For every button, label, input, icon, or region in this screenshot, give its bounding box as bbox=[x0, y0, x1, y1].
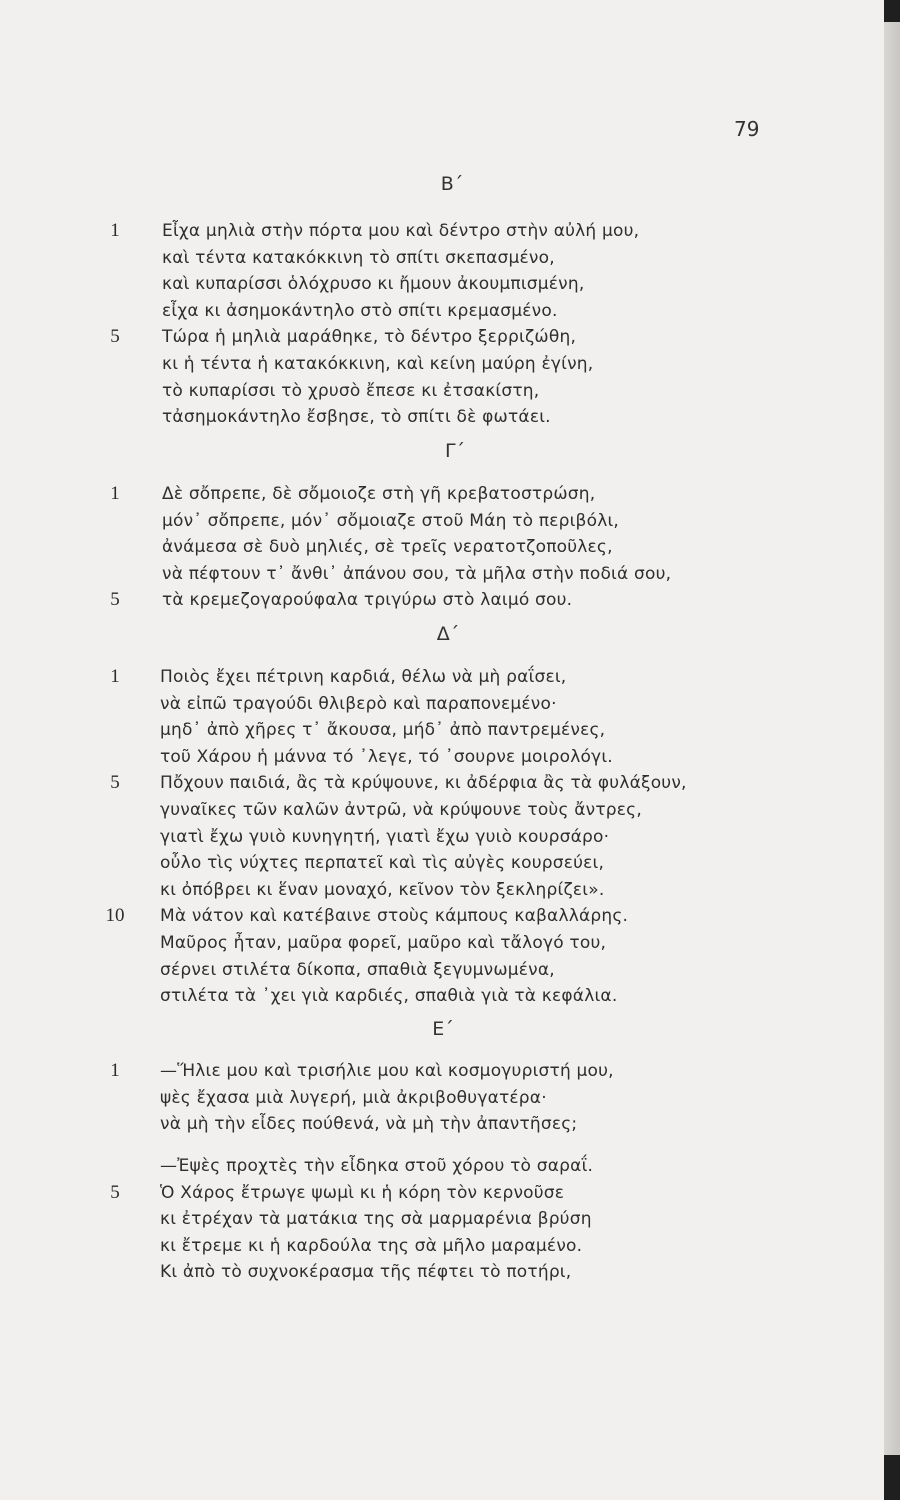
page-number: 79 bbox=[734, 117, 760, 141]
verse-line bbox=[0, 691, 884, 718]
verse-text: νὰ εἰπῶ τραγούδι θλιβερὸ καὶ παραπονεμένο· bbox=[160, 693, 557, 714]
verse-line bbox=[0, 271, 884, 298]
verse-line bbox=[0, 378, 884, 405]
verse-line bbox=[0, 324, 884, 351]
verse-line bbox=[0, 664, 884, 691]
verse-line bbox=[0, 1153, 884, 1180]
verse-line bbox=[0, 245, 884, 272]
verse-text: κι ἔτρεμε κι ἡ καρδούλα της σὰ μῆλο μαραμένο. bbox=[160, 1235, 583, 1256]
verse-line bbox=[0, 481, 884, 508]
verse-line bbox=[0, 850, 884, 877]
verse-text: σέρνει στιλέτα δίκοπα, σπαθιὰ ξεγυμνωμένα, bbox=[160, 959, 555, 980]
verse-text: καὶ κυπαρίσσι ὁλόχρυσο κι ἤμουν ἀκουμπισμένη, bbox=[162, 274, 585, 295]
verse-line bbox=[0, 957, 884, 984]
stanza-d bbox=[0, 664, 884, 1010]
verse-text: Μὰ νάτον καὶ κατέβαινε στοὺς κάμπους καβαλλάρης. bbox=[160, 906, 629, 927]
verse-text: Κι ἀπὸ τὸ συχνοκέρασμα τῆς πέφτει τὸ ποτήρι, bbox=[160, 1262, 572, 1283]
verse-text: ψὲς ἔχασα μιὰ λυγερή, μιὰ ἀκριβοθυγατέρα· bbox=[160, 1087, 547, 1108]
verse-text: τἀσημοκάντηλο ἔσβησε, τὸ σπίτι δὲ φωτάει. bbox=[162, 407, 551, 428]
verse-line bbox=[0, 903, 884, 930]
verse-line bbox=[0, 983, 884, 1010]
verse-line bbox=[0, 1058, 884, 1085]
verse-text: —Ἥλιε μου καὶ τρισήλιε μου καὶ κοσμογυριστή μου, bbox=[160, 1061, 614, 1081]
verse-text: μόν᾽ σὄπρεπε, μόν᾽ σὄμοιαζε στοῦ Μάη τὸ περιβόλι, bbox=[162, 510, 620, 531]
verse-text: καὶ τέντα κατακόκκινη τὸ σπίτι σκεπασμένο, bbox=[162, 247, 555, 268]
verse-text: τὰ κρεμεζογαρούφαλα τριγύρω στὸ λαιμό σου. bbox=[162, 590, 573, 611]
verse-line bbox=[0, 930, 884, 957]
verse-text: κι ἐτρέχαν τὰ ματάκια της σὰ μαρμαρένια βρύση bbox=[160, 1209, 592, 1230]
line-number: 5 bbox=[110, 772, 120, 794]
stanza-e-part-1 bbox=[0, 1058, 884, 1138]
verse-line bbox=[0, 1180, 884, 1207]
line-number: 5 bbox=[110, 589, 120, 611]
verse-text: στιλέτα τὰ ᾽χει γιὰ καρδιές, σπαθιὰ γιὰ τὰ κεφάλια. bbox=[160, 986, 618, 1007]
verse-line bbox=[0, 534, 884, 561]
line-number: 5 bbox=[110, 1181, 120, 1203]
verse-text: Τώρα ἡ μηλιὰ μαράθηκε, τὸ δέντρο ξερριζώθη, bbox=[162, 327, 577, 348]
section-heading-d: Δ΄ bbox=[436, 623, 460, 645]
verse-line bbox=[0, 824, 884, 851]
verse-text: Μαῦρος ἦταν, μαῦρα φορεῖ, μαῦρο καὶ τἄλογό του, bbox=[160, 932, 607, 953]
verse-line bbox=[0, 797, 884, 824]
verse-line bbox=[0, 298, 884, 325]
verse-text: Δὲ σὄπρεπε, δὲ σὄμοιοζε στὴ γῆ κρεβατοστρώση, bbox=[162, 484, 596, 504]
verse-line bbox=[0, 770, 884, 797]
stanza-b bbox=[0, 218, 884, 431]
line-number: 1 bbox=[110, 1060, 120, 1081]
verse-line bbox=[0, 1259, 884, 1286]
verse-text: γιατὶ ἔχω γυιὸ κυνηγητή, γιατὶ ἔχω γυιὸ κουρσάρο· bbox=[160, 826, 610, 847]
verse-text: κι ἡ τέντα ἡ κατακόκκινη, καὶ κείνη μαύρη ἐγίνη, bbox=[162, 353, 594, 374]
edge-mark-top bbox=[884, 0, 900, 22]
verse-text: νὰ μὴ τὴν εἶδες πούθενά, νὰ μὴ τὴν ἀπαντῆσες; bbox=[160, 1114, 578, 1135]
edge-mark-bottom bbox=[884, 1455, 900, 1500]
verse-line bbox=[0, 1233, 884, 1260]
verse-text: ἀνάμεσα σὲ δυὸ μηλιές, σὲ τρεῖς νερατοτζοποῦλες, bbox=[162, 537, 613, 558]
verse-line bbox=[0, 561, 884, 588]
verse-text: εἶχα κι ἀσημοκάντηλο στὸ σπίτι κρεμασμένο. bbox=[162, 300, 558, 321]
line-number: 1 bbox=[110, 220, 120, 241]
verse-text: Πὄχουν παιδιά, ἂς τὰ κρύψουνε, κι ἀδέρφια ἂς τὰ φυλάξουν, bbox=[160, 773, 687, 794]
verse-line bbox=[0, 877, 884, 904]
verse-line bbox=[0, 218, 884, 245]
line-number: 1 bbox=[110, 483, 120, 504]
verse-line bbox=[0, 404, 884, 431]
verse-line bbox=[0, 351, 884, 378]
verse-text: γυναῖκες τῶν καλῶν ἀντρῶ, νὰ κρύψουνε τοὺς ἄντρες, bbox=[160, 799, 642, 820]
verse-text: Ποιὸς ἔχει πέτρινη καρδιά, θέλω νὰ μὴ ραΐσει, bbox=[160, 667, 567, 687]
section-heading-b: Β΄ bbox=[440, 173, 464, 195]
verse-text: Εἶχα μηλιὰ στὴν πόρτα μου καὶ δέντρο στὴν αὐλή μου, bbox=[162, 221, 640, 241]
verse-text: τοῦ Χάρου ἡ μάννα τό ᾽λεγε, τό ᾽σουρνε μοιρολόγι. bbox=[160, 746, 613, 767]
verse-text: —Ἐψὲς προχτὲς τὴν εἶδηκα στοῦ χόρου τὸ σαραΐ. bbox=[160, 1156, 594, 1176]
line-number: 1 bbox=[110, 666, 120, 687]
verse-text: μηδ᾽ ἀπὸ χῆρες τ᾽ ἄκουσα, μήδ᾽ ἀπὸ παντρεμένες, bbox=[160, 720, 606, 741]
verse-line bbox=[0, 717, 884, 744]
verse-line bbox=[0, 587, 884, 614]
verse-text: οὖλο τὶς νύχτες περπατεῖ καὶ τὶς αὐγὲς κουρσεύει, bbox=[160, 853, 605, 874]
verse-line bbox=[0, 1111, 884, 1138]
stanza-g bbox=[0, 481, 884, 614]
verse-text: νὰ πέφτουν τ᾽ ἄνθι᾽ ἀπάνου σου, τὰ μῆλα στὴν ποδιά σου, bbox=[162, 563, 672, 584]
page-edge bbox=[884, 0, 900, 1500]
verse-text: τὸ κυπαρίσσι τὸ χρυσὸ ἔπεσε κι ἐτσακίστη, bbox=[162, 380, 540, 401]
section-heading-e: Ε΄ bbox=[432, 1018, 454, 1040]
verse-text: κι ὀπόβρει κι ἕναν μοναχό, κεῖνον τὸν ξεκληρίζει». bbox=[160, 879, 605, 900]
verse-line bbox=[0, 744, 884, 771]
verse-line bbox=[0, 1206, 884, 1233]
stanza-e-part-2 bbox=[0, 1153, 884, 1286]
verse-text: Ὁ Χάρος ἔτρωγε ψωμὶ κι ἡ κόρη τὸν κερνοῦσε bbox=[160, 1182, 565, 1203]
line-number: 5 bbox=[110, 326, 120, 348]
verse-line bbox=[0, 1085, 884, 1112]
line-number: 10 bbox=[105, 905, 125, 927]
section-heading-g: Γ΄ bbox=[444, 440, 466, 462]
verse-line bbox=[0, 508, 884, 535]
